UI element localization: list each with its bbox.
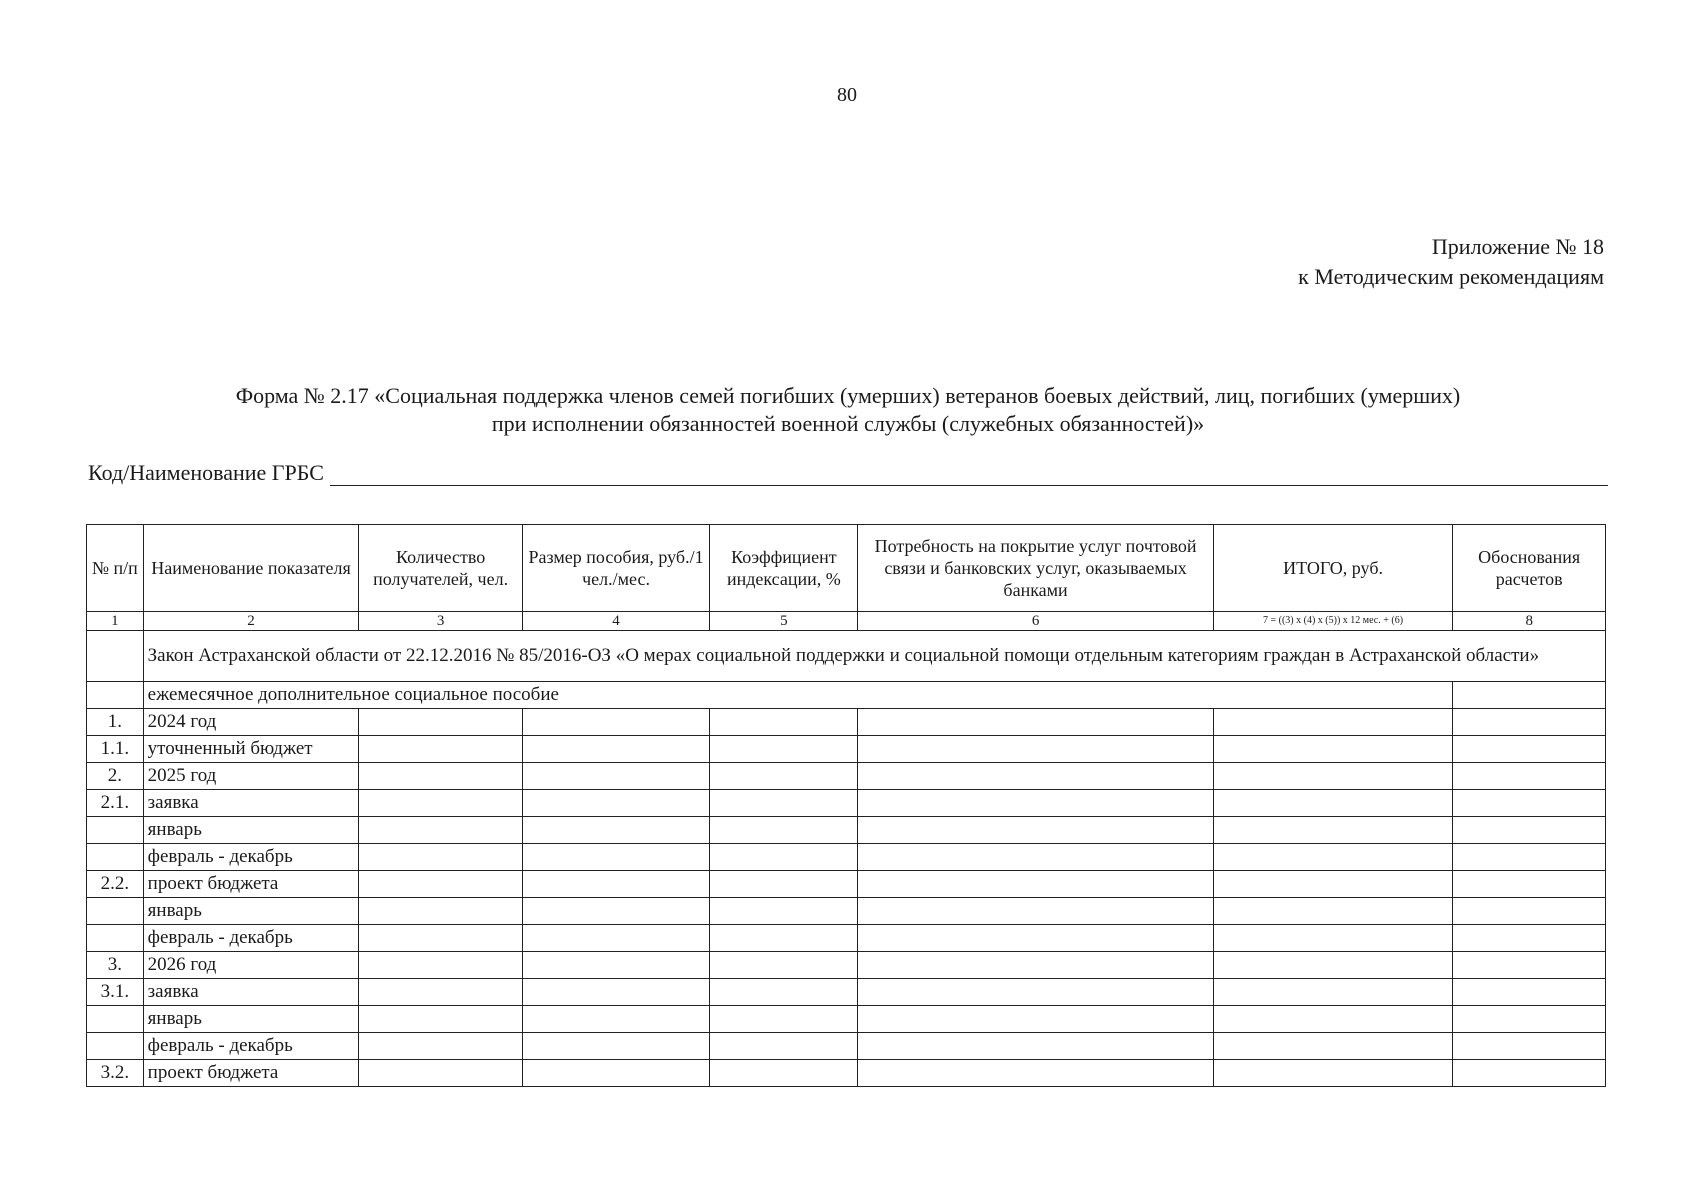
table-row	[87, 1006, 1606, 1033]
table-row	[87, 817, 1606, 844]
law-title: Закон Астраханской области от 22.12.2016 № 85/2016-ОЗ «О мерах социальной поддержки и социальной помощи отдельным категориям граждан в Астраханской области»	[143, 631, 1605, 682]
empty-cell	[710, 952, 858, 979]
empty-cell	[359, 1060, 522, 1087]
row-indicator: февраль - декабрь	[143, 1033, 359, 1060]
empty-cell	[1453, 925, 1606, 952]
form-table	[86, 524, 1606, 1087]
empty-cell	[858, 709, 1213, 736]
empty-cell	[359, 1006, 522, 1033]
empty-cell	[710, 1006, 858, 1033]
empty-cell	[359, 736, 522, 763]
empty-cell	[1453, 790, 1606, 817]
empty-cell	[1213, 844, 1453, 871]
empty-cell	[1213, 952, 1453, 979]
appendix-line-2: к Методическим рекомендациям	[1298, 264, 1604, 289]
row-indicator: январь	[143, 1006, 359, 1033]
empty-cell	[87, 682, 144, 709]
empty-cell	[359, 817, 522, 844]
empty-cell	[522, 736, 709, 763]
empty-cell	[858, 898, 1213, 925]
header-total: ИТОГО, руб.	[1213, 525, 1453, 612]
empty-cell	[522, 709, 709, 736]
benefit-row	[87, 682, 1606, 709]
empty-cell	[1213, 871, 1453, 898]
empty-cell	[522, 898, 709, 925]
table-row	[87, 925, 1606, 952]
column-number: 8	[1453, 612, 1606, 631]
empty-cell	[858, 763, 1213, 790]
row-number: 2.	[87, 763, 144, 790]
empty-cell	[858, 871, 1213, 898]
row-number	[87, 817, 144, 844]
benefit-title: ежемесячное дополнительное социальное пособие	[143, 682, 1453, 709]
empty-cell	[359, 925, 522, 952]
table-row	[87, 871, 1606, 898]
page-number: 80	[837, 84, 857, 106]
table-row	[87, 790, 1606, 817]
column-number: 5	[710, 612, 858, 631]
grbs-fill-line	[330, 463, 1608, 486]
empty-cell	[522, 1060, 709, 1087]
empty-cell	[522, 763, 709, 790]
table-row	[87, 844, 1606, 871]
empty-cell	[522, 1006, 709, 1033]
empty-cell	[1453, 1006, 1606, 1033]
empty-cell	[1213, 898, 1453, 925]
row-indicator: январь	[143, 817, 359, 844]
empty-cell	[858, 844, 1213, 871]
column-number-row	[87, 612, 1606, 631]
appendix-line-1: Приложение № 18	[1431, 234, 1604, 259]
table-row	[87, 709, 1606, 736]
empty-cell	[710, 898, 858, 925]
row-indicator: проект бюджета	[143, 1060, 359, 1087]
table-row	[87, 736, 1606, 763]
empty-cell	[1213, 925, 1453, 952]
empty-cell	[858, 1060, 1213, 1087]
empty-cell	[1213, 979, 1453, 1006]
empty-cell	[1453, 817, 1606, 844]
empty-cell	[359, 763, 522, 790]
empty-cell	[359, 790, 522, 817]
column-number: 3	[359, 612, 522, 631]
empty-cell	[858, 1033, 1213, 1060]
row-number: 3.2.	[87, 1060, 144, 1087]
empty-cell	[858, 736, 1213, 763]
table-row	[87, 1033, 1606, 1060]
empty-cell	[359, 871, 522, 898]
empty-cell	[710, 736, 858, 763]
empty-cell	[359, 709, 522, 736]
row-indicator: уточненный бюджет	[143, 736, 359, 763]
row-indicator: заявка	[143, 979, 359, 1006]
table-row	[87, 1060, 1606, 1087]
form-title-line-1: Форма № 2.17 «Социальная поддержка членов семей погибших (умерших) ветеранов боевых действий, лиц, погибших (умерших)	[235, 383, 1461, 408]
empty-cell	[359, 979, 522, 1006]
empty-cell	[1453, 979, 1606, 1006]
empty-cell	[1453, 871, 1606, 898]
column-number: 1	[87, 612, 144, 631]
empty-cell	[1213, 736, 1453, 763]
empty-cell	[1453, 709, 1606, 736]
empty-cell	[858, 979, 1213, 1006]
header-postal-bank-need: Потребность на покрытие услуг почтовой связи и банковских услуг, оказываемых банками	[858, 525, 1213, 612]
empty-cell	[858, 952, 1213, 979]
row-number: 1.1.	[87, 736, 144, 763]
empty-cell	[1453, 763, 1606, 790]
column-number: 4	[522, 612, 709, 631]
empty-cell	[359, 844, 522, 871]
form-title-line-2: при исполнении обязанностей военной службы (служебных обязанностей)»	[491, 411, 1205, 436]
empty-cell	[1213, 790, 1453, 817]
empty-cell	[1453, 844, 1606, 871]
grbs-field	[88, 460, 1608, 486]
appendix-note	[1298, 232, 1604, 292]
row-indicator: февраль - декабрь	[143, 925, 359, 952]
header-row	[87, 525, 1606, 612]
table-row	[87, 952, 1606, 979]
empty-cell	[1213, 763, 1453, 790]
empty-cell	[359, 898, 522, 925]
row-number: 1.	[87, 709, 144, 736]
empty-cell	[1453, 682, 1606, 709]
row-number	[87, 1033, 144, 1060]
row-number	[87, 1006, 144, 1033]
table-row	[87, 979, 1606, 1006]
empty-cell	[710, 763, 858, 790]
empty-cell	[858, 1006, 1213, 1033]
empty-cell	[1453, 952, 1606, 979]
empty-cell	[710, 844, 858, 871]
empty-cell	[522, 844, 709, 871]
empty-cell	[1213, 709, 1453, 736]
row-number: 3.1.	[87, 979, 144, 1006]
column-number: 6	[858, 612, 1213, 631]
empty-cell	[710, 709, 858, 736]
row-number: 2.1.	[87, 790, 144, 817]
column-number-formula: 7 = ((3) x (4) x (5)) x 12 мес. + (6)	[1213, 612, 1453, 631]
row-number	[87, 898, 144, 925]
empty-cell	[522, 1033, 709, 1060]
empty-cell	[522, 790, 709, 817]
header-benefit-size: Размер пособия, руб./1 чел./мес.	[522, 525, 709, 612]
empty-cell	[522, 952, 709, 979]
empty-cell	[1453, 1060, 1606, 1087]
table-row	[87, 763, 1606, 790]
row-number: 3.	[87, 952, 144, 979]
empty-cell	[710, 1033, 858, 1060]
row-indicator: 2024 год	[143, 709, 359, 736]
row-indicator: проект бюджета	[143, 871, 359, 898]
empty-cell	[522, 925, 709, 952]
empty-cell	[858, 790, 1213, 817]
header-num: № п/п	[87, 525, 144, 612]
empty-cell	[522, 817, 709, 844]
empty-cell	[359, 952, 522, 979]
empty-cell	[710, 979, 858, 1006]
empty-cell	[1453, 1033, 1606, 1060]
header-indicator: Наименование показателя	[143, 525, 359, 612]
empty-cell	[710, 1060, 858, 1087]
row-indicator: февраль - декабрь	[143, 844, 359, 871]
empty-cell	[710, 790, 858, 817]
empty-cell	[1213, 817, 1453, 844]
empty-cell	[1453, 898, 1606, 925]
empty-cell	[522, 871, 709, 898]
row-number	[87, 925, 144, 952]
row-number	[87, 844, 144, 871]
row-indicator: заявка	[143, 790, 359, 817]
header-justification: Обоснования расчетов	[1453, 525, 1606, 612]
law-row	[87, 631, 1606, 682]
row-indicator: 2026 год	[143, 952, 359, 979]
header-recipients: Количество получателей, чел.	[359, 525, 522, 612]
row-indicator: 2025 год	[143, 763, 359, 790]
empty-cell	[87, 631, 144, 682]
empty-cell	[710, 925, 858, 952]
empty-cell	[1213, 1006, 1453, 1033]
form-title	[88, 382, 1608, 438]
empty-cell	[1213, 1060, 1453, 1087]
empty-cell	[710, 817, 858, 844]
table-row	[87, 898, 1606, 925]
empty-cell	[1453, 736, 1606, 763]
empty-cell	[522, 979, 709, 1006]
column-number: 2	[143, 612, 359, 631]
header-index-coef: Коэффициент индексации, %	[710, 525, 858, 612]
row-number: 2.2.	[87, 871, 144, 898]
empty-cell	[858, 925, 1213, 952]
empty-cell	[710, 871, 858, 898]
grbs-label: Код/Наименование ГРБС	[88, 460, 324, 485]
row-indicator: январь	[143, 898, 359, 925]
empty-cell	[858, 817, 1213, 844]
empty-cell	[1213, 1033, 1453, 1060]
empty-cell	[359, 1033, 522, 1060]
